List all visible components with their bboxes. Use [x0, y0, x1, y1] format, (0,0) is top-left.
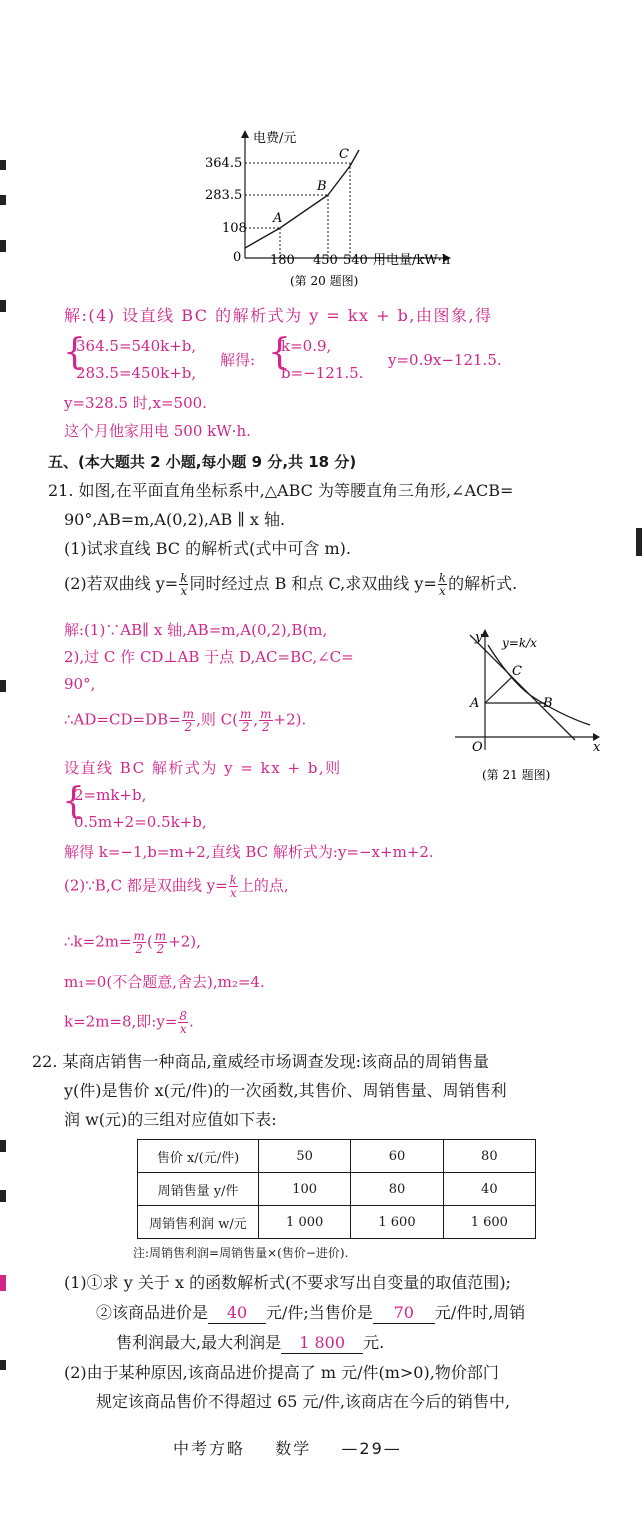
fig20-origin: 0 — [233, 250, 242, 265]
table-row — [138, 1206, 536, 1239]
answer-blank: 70 — [373, 1303, 435, 1324]
q21-answer-line: 解:(1)∵AB∥ x 轴,AB=m,A(0,2),B(m, — [64, 621, 328, 639]
q20-answer-line: 解:(4) 设直线 BC 的解析式为 y = kx + b,由图象,得 — [64, 306, 493, 325]
fig21-label: y — [475, 630, 483, 645]
table-header-cell: 周销售利润 w/元 — [138, 1206, 259, 1239]
q21-part2-text: 同时经过点 B 和点 C,求双曲线 y= — [189, 574, 437, 593]
q21-system-eq: 0.5m+2=0.5k+b, — [74, 813, 207, 831]
table-row — [138, 1173, 536, 1206]
q21-system-brace: { — [62, 781, 85, 822]
q22-part: (1)①求 y 关于 x 的函数解析式(不要求写出自变量的取值范围); — [64, 1273, 511, 1292]
q21-part2 — [64, 572, 517, 597]
footer-subject: 数学 — [275, 1439, 312, 1458]
q21-part1: (1)试求直线 BC 的解析式(式中可含 m). — [64, 539, 351, 558]
q20-solution: b=−121.5. — [281, 364, 364, 382]
fig20-y-axis-label: 电费/元 — [253, 131, 297, 146]
table-row — [138, 1140, 536, 1173]
q22-part: (2)由于某种原因,该商品进价提高了 m 元/件(m>0),物价部门 — [64, 1363, 499, 1382]
fig20-xtick: 450 — [313, 253, 338, 268]
q21-answer-line: ∴k=2m= $\frac{m}{2}$ ( $\frac{m}{2}$ +2), — [64, 929, 201, 956]
fig21-caption: (第 21 题图) — [482, 768, 551, 782]
q21-answer-line: 设直线 BC 解析式为 y = kx + b,则 — [64, 759, 342, 777]
edge-mark — [0, 195, 6, 205]
fig20-point-label: A — [273, 211, 283, 226]
price-table — [137, 1139, 536, 1239]
table-cell: 40 — [443, 1173, 535, 1206]
edge-mark — [0, 160, 6, 170]
table-cell: 60 — [351, 1140, 443, 1173]
q21-part2-text: (2)若双曲线 y= — [64, 574, 179, 593]
q20-system-eq: 283.5=450k+b, — [76, 364, 197, 382]
q20-solution: k=0.9, — [281, 337, 332, 355]
q20-solution-brace: { — [268, 332, 291, 373]
section-heading: 五、(本大题共 2 小题,每小题 9 分,共 18 分) — [48, 453, 357, 471]
figure-21 — [450, 625, 610, 795]
q20-system-brace: { — [63, 332, 86, 373]
q21-answer-line: (2)∵B,C 都是双曲线 y= $\frac{k}{x}$ 上的点, — [64, 873, 289, 900]
q21-system-eq: 2=mk+b, — [74, 786, 147, 804]
fig20-point-label: C — [339, 147, 349, 162]
fig20-xtick: 180 — [270, 253, 295, 268]
fig21-label: B — [543, 696, 553, 711]
fig21-curve-label: y=k/x — [502, 636, 537, 650]
q21-stem: 21. 如图,在平面直角坐标系中,△ABC 为等腰直角三角形,∠ACB= — [48, 481, 514, 500]
fraction-k-over-x: $\frac{k}{x}$ — [180, 571, 188, 598]
table-cell: 50 — [259, 1140, 351, 1173]
q20-system-eq: 364.5=540k+b, — [76, 337, 197, 355]
q20-result: y=0.9x−121.5. — [388, 351, 502, 369]
edge-mark — [0, 1190, 6, 1202]
q21-answer-line: ∴AD=CD=DB= $\frac{m}{2}$ ,则 C( $\frac{m}{2}$ , $\frac{m}{2}$ +2). — [64, 707, 307, 734]
fig20-point-label: B — [317, 179, 327, 194]
fig21-label: A — [470, 696, 480, 711]
answer-blank: 40 — [208, 1303, 266, 1324]
q22-part: 售利润最大,最大利润是 1 800 元. — [116, 1333, 385, 1352]
fig20-xtick: 540 — [343, 253, 368, 268]
table-cell: 1 000 — [259, 1206, 351, 1239]
table-header-cell: 售价 x/(元/件) — [138, 1140, 259, 1173]
q20-answer-line: y=328.5 时,x=500. — [64, 394, 207, 412]
fig20-x-axis-label: 用电量/kW·h — [373, 253, 451, 268]
q21-stem: 90°,AB=m,A(0,2),AB ∥ x 轴. — [64, 510, 286, 529]
table-cell: 1 600 — [351, 1206, 443, 1239]
q22-stem: 22. 某商店销售一种商品,童威经市场调查发现:该商品的周销售量 — [32, 1052, 490, 1071]
edge-mark — [0, 300, 6, 312]
q21-answer-line: k=2m=8,即:y= $\frac{8}{x}$ . — [64, 1009, 194, 1036]
q20-answer-line: 这个月他家用电 500 kW·h. — [64, 422, 251, 440]
table-note: 注:周销售利润=周销售量×(售价−进价). — [133, 1246, 349, 1260]
edge-mark — [0, 680, 6, 692]
edge-mark — [0, 240, 6, 252]
fig21-label: C — [512, 664, 522, 679]
q21-answer-line: 90°, — [64, 675, 96, 693]
q22-stem: 润 w(元)的三组对应值如下表: — [64, 1110, 277, 1129]
fig20-ytick: 364.5 — [205, 156, 243, 171]
q22-stem: y(件)是售价 x(元/件)的一次函数,其售价、周销售量、周销售利 — [64, 1081, 507, 1100]
table-cell: 80 — [443, 1140, 535, 1173]
fraction-k-over-x: $\frac{k}{x}$ — [438, 571, 447, 598]
table-header-cell: 周销售量 y/件 — [138, 1173, 259, 1206]
q21-answer-line: 2),过 C 作 CD⊥AB 于点 D,AC=BC,∠C= — [64, 648, 354, 666]
answer-blank: 1 800 — [281, 1333, 363, 1354]
edge-mark — [0, 1275, 6, 1291]
fig21-label: O — [472, 740, 483, 755]
table-cell: 100 — [259, 1173, 351, 1206]
table-cell: 1 600 — [443, 1206, 535, 1239]
edge-mark — [0, 1140, 6, 1152]
q21-answer-line: m₁=0(不合题意,舍去),m₂=4. — [64, 973, 265, 991]
q20-solve-label: 解得: — [220, 351, 256, 369]
fig20-ytick: 283.5 — [205, 188, 243, 203]
edge-mark — [0, 1360, 6, 1370]
fig20-caption: (第 20 题图) — [290, 274, 359, 288]
footer-book: 中考方略 — [173, 1439, 246, 1458]
table-cell: 80 — [351, 1173, 443, 1206]
q21-part2-text: 的解析式. — [448, 574, 518, 593]
page-number: —29— — [341, 1439, 402, 1458]
q22-part: 规定该商品售价不得超过 65 元/件,该商店在今后的销售中, — [96, 1392, 511, 1411]
figure-20 — [205, 128, 485, 288]
fig21-label: x — [593, 740, 601, 755]
edge-mark — [636, 528, 642, 556]
fig20-ytick: 108 — [222, 221, 247, 236]
q21-answer-line: 解得 k=−1,b=m+2,直线 BC 解析式为:y=−x+m+2. — [64, 843, 434, 861]
footer — [173, 1436, 402, 1459]
q22-part: ②该商品进价是 40 元/件;当售价是 70 元/件时,周销 — [96, 1303, 526, 1322]
